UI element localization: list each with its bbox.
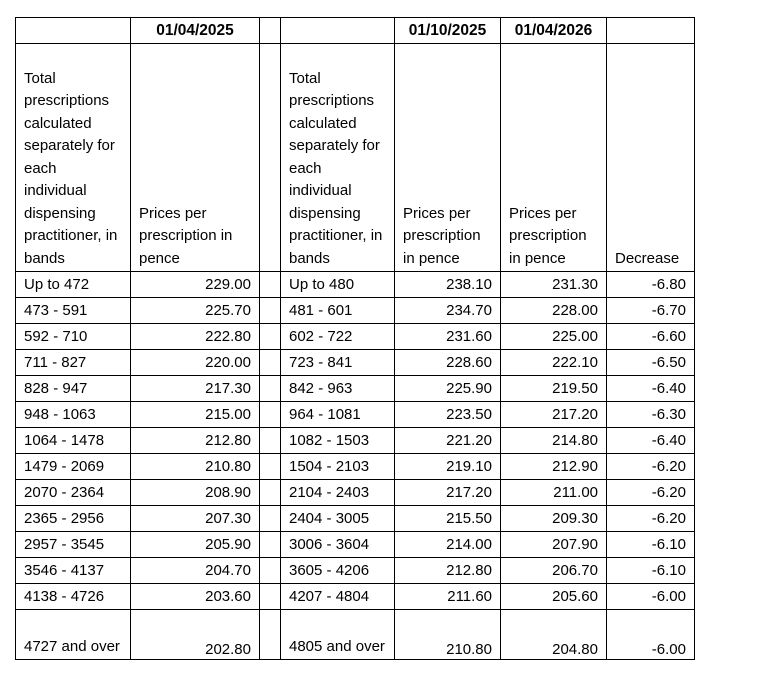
decrease-cell[interactable]: -6.60: [607, 324, 695, 350]
gap-cell[interactable]: [260, 506, 281, 532]
table-row: [16, 272, 695, 298]
table-row: [16, 480, 695, 506]
gap-cell[interactable]: [260, 480, 281, 506]
decrease-cell[interactable]: -6.00: [607, 584, 695, 610]
date-current-cell[interactable]: 01/04/2025: [131, 18, 260, 44]
band-new-cell[interactable]: 2404 - 3005: [281, 506, 395, 532]
band-2025-cell[interactable]: 1479 - 2069: [16, 454, 131, 480]
price-2025-cell[interactable]: 208.90: [131, 480, 260, 506]
price-apr-2026-cell[interactable]: 209.30: [501, 506, 607, 532]
table-row: [16, 584, 695, 610]
gap-cell[interactable]: [260, 610, 281, 660]
gap-cell[interactable]: [260, 584, 281, 610]
decrease-cell[interactable]: -6.30: [607, 402, 695, 428]
price-apr-2026-cell[interactable]: 206.70: [501, 558, 607, 584]
decrease-cell[interactable]: -6.20: [607, 506, 695, 532]
band-2025-cell[interactable]: 711 - 827: [16, 350, 131, 376]
table-row: [16, 558, 695, 584]
price-oct-2025-cell[interactable]: 225.90: [395, 376, 501, 402]
price-apr-2026-cell[interactable]: 207.90: [501, 532, 607, 558]
band-new-cell[interactable]: 964 - 1081: [281, 402, 395, 428]
price-oct-2025-cell[interactable]: 238.10: [395, 272, 501, 298]
decrease-cell[interactable]: -6.20: [607, 454, 695, 480]
price-2025-cell[interactable]: 220.00: [131, 350, 260, 376]
table-row: [16, 324, 695, 350]
price-apr-2026-cell[interactable]: 212.90: [501, 454, 607, 480]
date-header-row: [16, 18, 695, 44]
price-2025-cell[interactable]: 210.80: [131, 454, 260, 480]
band-2025-cell[interactable]: 4727 and over: [16, 610, 131, 660]
band-2025-cell[interactable]: 2070 - 2364: [16, 480, 131, 506]
price-2025-cell[interactable]: 222.80: [131, 324, 260, 350]
band-2025-cell[interactable]: 1064 - 1478: [16, 428, 131, 454]
empty-cell[interactable]: [16, 18, 131, 44]
table-row: [16, 454, 695, 480]
gap-cell[interactable]: [260, 350, 281, 376]
price-2025-cell[interactable]: 205.90: [131, 532, 260, 558]
decrease-cell[interactable]: -6.40: [607, 428, 695, 454]
decrease-cell[interactable]: -6.00: [607, 610, 695, 660]
price-oct-2025-cell[interactable]: 211.60: [395, 584, 501, 610]
price-heading-3[interactable]: Prices per prescription in pence: [501, 44, 607, 272]
price-2025-cell[interactable]: 203.60: [131, 584, 260, 610]
decrease-cell[interactable]: -6.50: [607, 350, 695, 376]
band-new-cell[interactable]: 3605 - 4206: [281, 558, 395, 584]
price-apr-2026-cell[interactable]: 205.60: [501, 584, 607, 610]
band-new-cell[interactable]: 2104 - 2403: [281, 480, 395, 506]
price-oct-2025-cell[interactable]: 212.80: [395, 558, 501, 584]
gap-cell[interactable]: [260, 532, 281, 558]
price-oct-2025-cell[interactable]: 214.00: [395, 532, 501, 558]
gap-cell[interactable]: [260, 298, 281, 324]
band-new-cell[interactable]: 4207 - 4804: [281, 584, 395, 610]
price-2025-cell[interactable]: 204.70: [131, 558, 260, 584]
price-heading-1[interactable]: Prices per prescription in pence: [131, 44, 260, 272]
price-oct-2025-cell[interactable]: 234.70: [395, 298, 501, 324]
gap-cell[interactable]: [260, 18, 281, 44]
price-oct-2025-cell[interactable]: 217.20: [395, 480, 501, 506]
price-apr-2026-cell[interactable]: 204.80: [501, 610, 607, 660]
price-heading-2[interactable]: Prices per prescription in pence: [395, 44, 501, 272]
gap-cell[interactable]: [260, 558, 281, 584]
band-2025-cell[interactable]: 3546 - 4137: [16, 558, 131, 584]
band-new-cell[interactable]: 723 - 841: [281, 350, 395, 376]
band-new-cell[interactable]: 1504 - 2103: [281, 454, 395, 480]
price-apr-2026-cell[interactable]: 231.30: [501, 272, 607, 298]
decrease-cell[interactable]: -6.10: [607, 558, 695, 584]
price-apr-2026-cell[interactable]: 222.10: [501, 350, 607, 376]
band-2025-cell[interactable]: 2365 - 2956: [16, 506, 131, 532]
price-2025-cell[interactable]: 215.00: [131, 402, 260, 428]
band-new-cell[interactable]: 842 - 963: [281, 376, 395, 402]
decrease-cell[interactable]: -6.70: [607, 298, 695, 324]
price-oct-2025-cell[interactable]: 210.80: [395, 610, 501, 660]
decrease-cell[interactable]: -6.80: [607, 272, 695, 298]
table-row: [16, 506, 695, 532]
decrease-cell[interactable]: -6.20: [607, 480, 695, 506]
band-new-cell[interactable]: 481 - 601: [281, 298, 395, 324]
price-2025-cell[interactable]: 229.00: [131, 272, 260, 298]
price-oct-2025-cell[interactable]: 231.60: [395, 324, 501, 350]
band-2025-cell[interactable]: Up to 472: [16, 272, 131, 298]
band-new-cell[interactable]: Up to 480: [281, 272, 395, 298]
band-2025-cell[interactable]: 2957 - 3545: [16, 532, 131, 558]
prescription-price-table: [15, 17, 695, 660]
table-row: [16, 428, 695, 454]
price-2025-cell[interactable]: 212.80: [131, 428, 260, 454]
band-new-cell[interactable]: 4805 and over: [281, 610, 395, 660]
price-2025-cell[interactable]: 225.70: [131, 298, 260, 324]
gap-cell[interactable]: [260, 454, 281, 480]
band-2025-cell[interactable]: 592 - 710: [16, 324, 131, 350]
table-row-last: [16, 610, 695, 660]
price-apr-2026-cell[interactable]: 219.50: [501, 376, 607, 402]
table-row: [16, 298, 695, 324]
price-apr-2026-cell[interactable]: 217.20: [501, 402, 607, 428]
price-2025-cell[interactable]: 217.30: [131, 376, 260, 402]
decrease-heading[interactable]: Decrease: [607, 44, 695, 272]
gap-cell[interactable]: [260, 402, 281, 428]
decrease-cell[interactable]: -6.10: [607, 532, 695, 558]
band-2025-cell[interactable]: 948 - 1063: [16, 402, 131, 428]
band-new-cell[interactable]: 1082 - 1503: [281, 428, 395, 454]
price-apr-2026-cell[interactable]: 211.00: [501, 480, 607, 506]
decrease-cell[interactable]: -6.40: [607, 376, 695, 402]
band-new-cell[interactable]: 3006 - 3604: [281, 532, 395, 558]
price-oct-2025-cell[interactable]: 228.60: [395, 350, 501, 376]
table-row: [16, 532, 695, 558]
price-oct-2025-cell[interactable]: 223.50: [395, 402, 501, 428]
price-oct-2025-cell[interactable]: 219.10: [395, 454, 501, 480]
price-oct-2025-cell[interactable]: 221.20: [395, 428, 501, 454]
gap-cell[interactable]: [260, 272, 281, 298]
date-new-2-cell[interactable]: 01/04/2026: [501, 18, 607, 44]
band-heading-left[interactable]: Total prescriptions calculated separately for each individual dispensing practitioner, in bands: [16, 44, 131, 272]
gap-cell[interactable]: [260, 428, 281, 454]
price-2025-cell[interactable]: 207.30: [131, 506, 260, 532]
table-row: [16, 350, 695, 376]
band-2025-cell[interactable]: 473 - 591: [16, 298, 131, 324]
gap-cell[interactable]: [260, 324, 281, 350]
band-2025-cell[interactable]: 828 - 947: [16, 376, 131, 402]
column-heading-row: [16, 44, 695, 272]
band-2025-cell[interactable]: 4138 - 4726: [16, 584, 131, 610]
empty-cell[interactable]: [281, 18, 395, 44]
table-row: [16, 376, 695, 402]
gap-cell[interactable]: [260, 44, 281, 272]
price-apr-2026-cell[interactable]: 228.00: [501, 298, 607, 324]
empty-cell[interactable]: [607, 18, 695, 44]
price-2025-cell[interactable]: 202.80: [131, 610, 260, 660]
date-new-1-cell[interactable]: 01/10/2025: [395, 18, 501, 44]
price-apr-2026-cell[interactable]: 225.00: [501, 324, 607, 350]
price-apr-2026-cell[interactable]: 214.80: [501, 428, 607, 454]
band-heading-right[interactable]: Total prescriptions calculated separately for each individual dispensing practitioner, in bands: [281, 44, 395, 272]
gap-cell[interactable]: [260, 376, 281, 402]
table-row: [16, 402, 695, 428]
price-oct-2025-cell[interactable]: 215.50: [395, 506, 501, 532]
band-new-cell[interactable]: 602 - 722: [281, 324, 395, 350]
